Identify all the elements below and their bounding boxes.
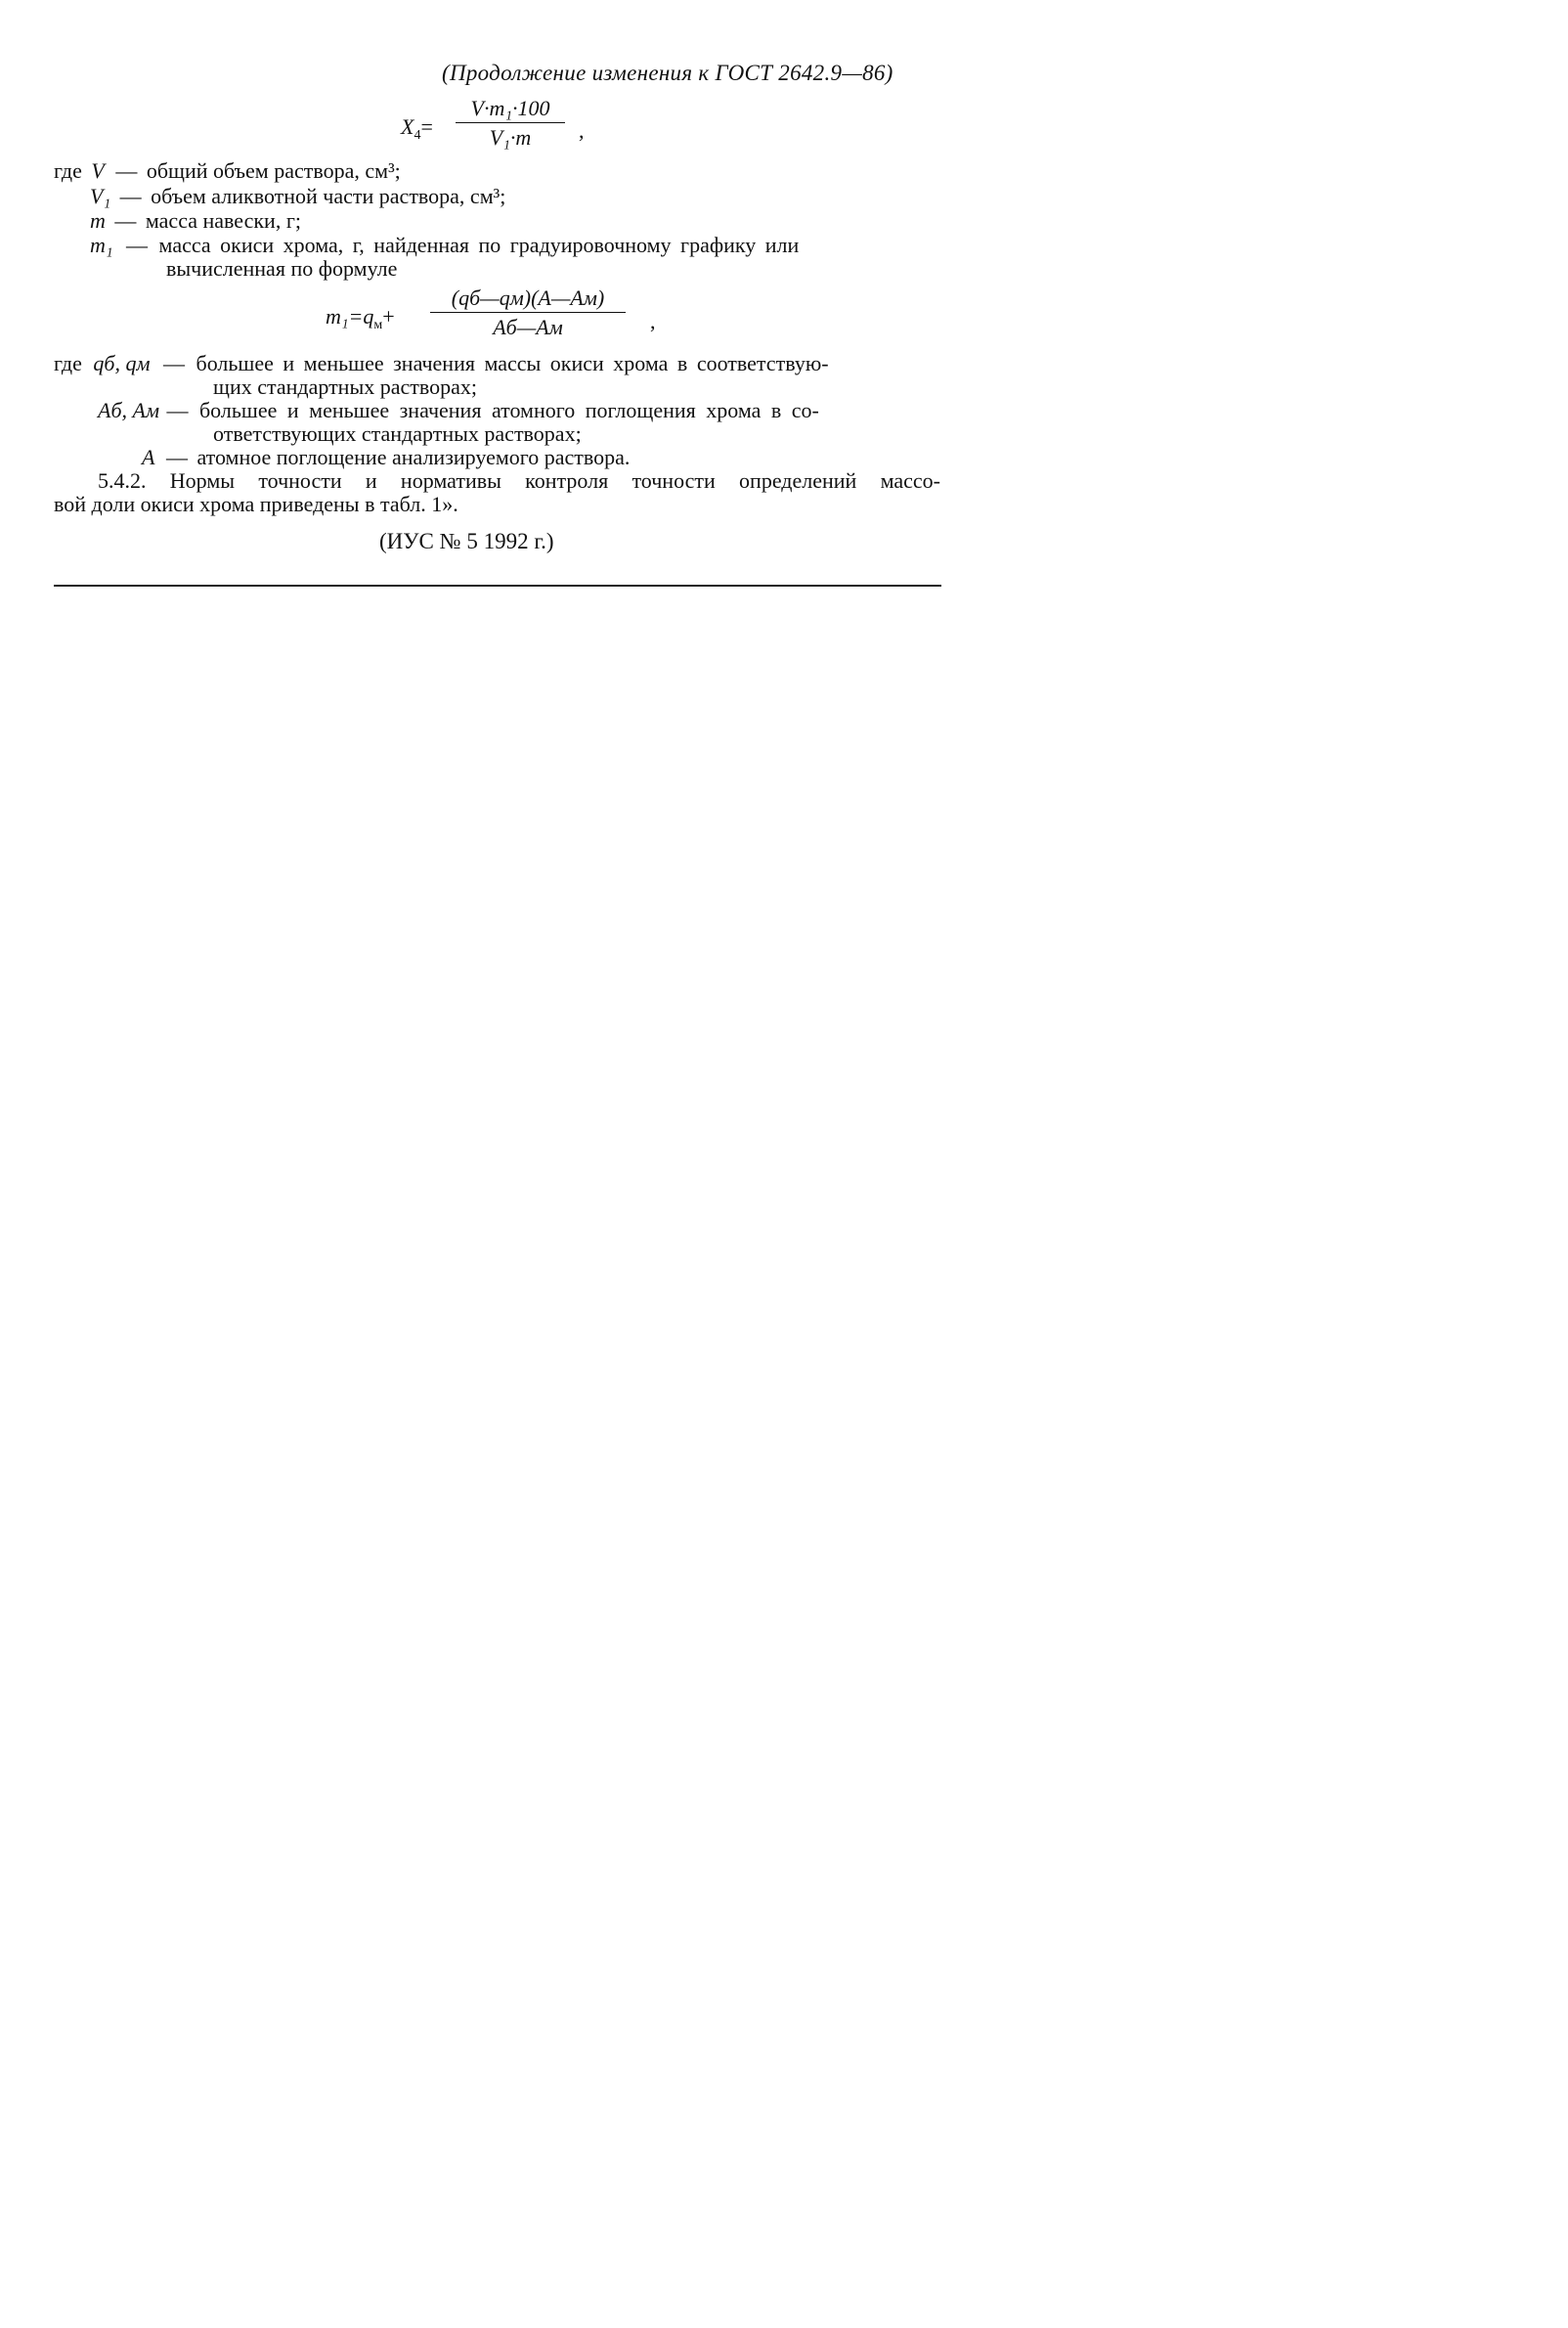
definition-text: большее и меньшее значения атомного поглощения хрома в со- — [198, 398, 819, 422]
definition-symbol: V — [91, 158, 105, 183]
definition-q — [54, 351, 941, 376]
formula-m1-numerator: (qб—qм)(A—Aм) — [451, 286, 605, 310]
horizontal-rule — [54, 585, 941, 587]
formula-x4-numerator: V·m₁·100 — [470, 96, 550, 120]
definition-symbol: qб, qм — [93, 351, 151, 375]
definition-v — [54, 158, 401, 184]
definition-prefix: где — [54, 158, 82, 183]
formula-x4-fraction — [456, 96, 565, 151]
formula-x4-comma: , — [579, 118, 585, 143]
definition-dash: — — [114, 208, 137, 233]
definition-a-single — [142, 445, 630, 470]
definition-dash: — — [165, 445, 188, 469]
definition-a — [98, 398, 940, 423]
definition-m1-continuation: вычисленная по формуле — [166, 256, 398, 281]
paragraph-line-1: 5.4.2. Нормы точности и нормативы контроля точности определений массо- — [98, 468, 940, 493]
definition-symbol: m₁ — [90, 233, 113, 257]
formula-m1-denominator: Aб—Aм — [493, 315, 563, 339]
source-reference: (ИУС № 5 1992 г.) — [379, 529, 554, 553]
definition-text: атомное поглощение анализируемого раствора. — [196, 445, 631, 469]
definition-text: масса навески, г; — [145, 208, 301, 233]
formula-x4-denominator: V₁·m — [489, 125, 532, 150]
definition-symbol: A — [142, 445, 155, 469]
definition-dash: — — [166, 398, 189, 422]
definition-q-continuation: щих стандартных растворах; — [213, 374, 477, 399]
definition-m1 — [90, 233, 940, 258]
formula-x4-fraction-bar — [456, 122, 565, 123]
formula-x4-lhs-symbol: X — [401, 114, 414, 139]
formula-x4-equals: = — [420, 114, 433, 139]
formula-m1-comma: , — [650, 309, 656, 333]
formula-m1-lhs-subscript: м — [373, 318, 383, 332]
formula-x4-lhs — [401, 114, 433, 149]
definition-dash: — — [163, 351, 185, 375]
formula-m1-lhs-text: m₁=q — [326, 304, 374, 329]
paragraph-line-2: вой доли окиси хрома приведены в табл. 1». — [54, 492, 458, 516]
definition-text: общий объем раствора, см³; — [146, 158, 401, 183]
formula-m1-lhs — [326, 304, 395, 338]
definition-text: большее и меньшее значения массы окиси хрома в соответствую- — [196, 351, 829, 375]
definition-text: объем аликвотной части раствора, см³; — [151, 184, 506, 208]
definition-symbol: V₁ — [90, 184, 111, 208]
document-page — [0, 0, 1031, 1525]
definition-text: масса окиси хрома, г, найденная по градуировочному графику или — [158, 233, 800, 257]
formula-m1-plus: + — [382, 304, 395, 329]
definition-a-continuation: ответствующих стандартных растворах; — [213, 421, 582, 446]
definition-symbol: Aб, Aм — [98, 398, 159, 422]
definition-symbol: m — [90, 208, 106, 233]
formula-m1-fraction-bar — [430, 312, 626, 313]
definition-prefix: где — [54, 351, 82, 375]
page-header: (Продолжение изменения к ГОСТ 2642.9—86) — [442, 61, 893, 85]
formula-m1-fraction — [430, 286, 626, 340]
definition-m — [90, 208, 301, 234]
definition-v1 — [90, 184, 505, 209]
definition-dash: — — [126, 233, 149, 257]
definition-dash: — — [119, 184, 142, 208]
definition-dash: — — [115, 158, 138, 183]
formula-x4-lhs-subscript: 4 — [414, 128, 421, 143]
